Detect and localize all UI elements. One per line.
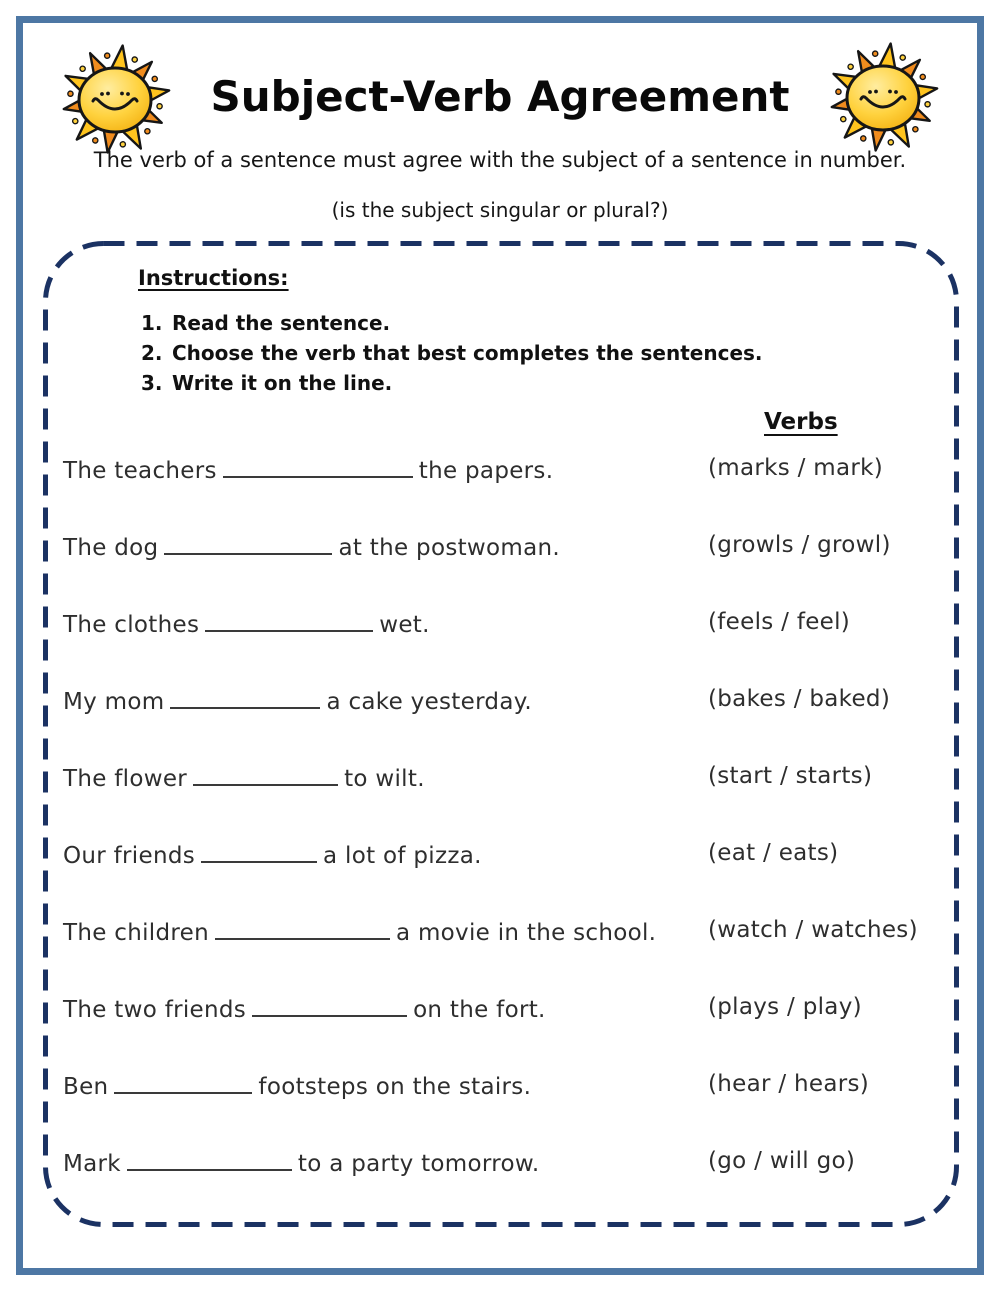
sentence-before-blank: The flower <box>63 766 188 792</box>
verb-options: (plays / play) <box>708 994 862 1020</box>
sentence-text <box>63 686 532 715</box>
answer-blank[interactable] <box>205 609 373 632</box>
verb-options: (hear / hears) <box>708 1071 870 1097</box>
instruction-step <box>141 368 763 398</box>
sentence-after-blank: at the postwoman. <box>338 535 560 561</box>
sentence-before-blank: The teachers <box>63 458 217 484</box>
verb-options: (growls / growl) <box>708 532 891 558</box>
sentence-before-blank: My mom <box>63 689 165 715</box>
step-number: 2. <box>141 341 163 365</box>
sentence-after-blank: the papers. <box>418 458 554 484</box>
exercise-row <box>63 758 958 835</box>
verbs-column-heading: Verbs <box>764 409 838 435</box>
step-text: Write it on the line. <box>172 371 393 395</box>
subtitle-hint: (is the subject singular or plural?) <box>331 198 669 222</box>
sentence-after-blank: to wilt. <box>344 766 425 792</box>
answer-blank[interactable] <box>127 1148 292 1171</box>
sentence-before-blank: The two friends <box>63 997 247 1023</box>
sentence-text <box>63 455 553 484</box>
instructions-heading: Instructions: <box>138 266 289 290</box>
instruction-step <box>141 308 763 338</box>
exercise-row <box>63 527 958 604</box>
verb-options: (bakes / baked) <box>708 686 891 712</box>
sentence-after-blank: a lot of pizza. <box>323 843 482 869</box>
exercise-row <box>63 835 958 912</box>
sentence-after-blank: footsteps on the stairs. <box>258 1074 532 1100</box>
sentence-text <box>63 1148 539 1177</box>
answer-blank[interactable] <box>170 686 320 709</box>
sentence-before-blank: Ben <box>63 1074 109 1100</box>
exercise-row <box>63 1066 958 1143</box>
verb-options: (marks / mark) <box>708 455 884 481</box>
instructions-list <box>141 308 763 398</box>
step-text: Read the sentence. <box>172 311 391 335</box>
sentence-after-blank: a cake yesterday. <box>326 689 532 715</box>
verb-options: (go / will go) <box>708 1148 856 1174</box>
sentence-after-blank: on the fort. <box>413 997 546 1023</box>
sentence-after-blank: wet. <box>379 612 430 638</box>
sentence-text <box>63 994 546 1023</box>
sentence-after-blank: a movie in the school. <box>395 920 657 946</box>
answer-blank[interactable] <box>223 455 413 478</box>
exercise-row <box>63 604 958 681</box>
step-number: 3. <box>141 371 163 395</box>
sentence-text <box>63 917 656 946</box>
sentence-before-blank: The dog <box>63 535 159 561</box>
sentence-text <box>63 609 430 638</box>
sentence-text <box>63 1071 531 1100</box>
verb-options: (watch / watches) <box>708 917 918 943</box>
answer-blank[interactable] <box>114 1071 252 1094</box>
sentence-before-blank: The children <box>63 920 209 946</box>
verb-options: (feels / feel) <box>708 609 851 635</box>
sentence-text <box>63 532 560 561</box>
sentence-after-blank: to a party tomorrow. <box>297 1151 540 1177</box>
sentence-text <box>63 763 425 792</box>
exercise-row <box>63 912 958 989</box>
verb-options: (eat / eats) <box>708 840 839 866</box>
sentence-before-blank: Our friends <box>63 843 196 869</box>
answer-blank[interactable] <box>201 840 317 863</box>
sentence-before-blank: The clothes <box>63 612 200 638</box>
step-number: 1. <box>141 311 163 335</box>
sentence-text <box>63 840 482 869</box>
exercise-row <box>63 681 958 758</box>
page-title: Subject-Verb Agreement <box>210 72 790 121</box>
verb-options: (start / starts) <box>708 763 873 789</box>
step-text: Choose the verb that best completes the sentences. <box>172 341 763 365</box>
answer-blank[interactable] <box>215 917 390 940</box>
exercise-row <box>63 1143 958 1220</box>
exercise-row <box>63 989 958 1066</box>
sentence-before-blank: Mark <box>63 1151 121 1177</box>
exercise-list <box>63 450 958 1220</box>
answer-blank[interactable] <box>164 532 332 555</box>
subtitle-rule: The verb of a sentence must agree with the subject of a sentence in number. <box>93 148 907 172</box>
exercise-row <box>63 450 958 527</box>
answer-blank[interactable] <box>252 994 407 1017</box>
instruction-step <box>141 338 763 368</box>
answer-blank[interactable] <box>193 763 338 786</box>
